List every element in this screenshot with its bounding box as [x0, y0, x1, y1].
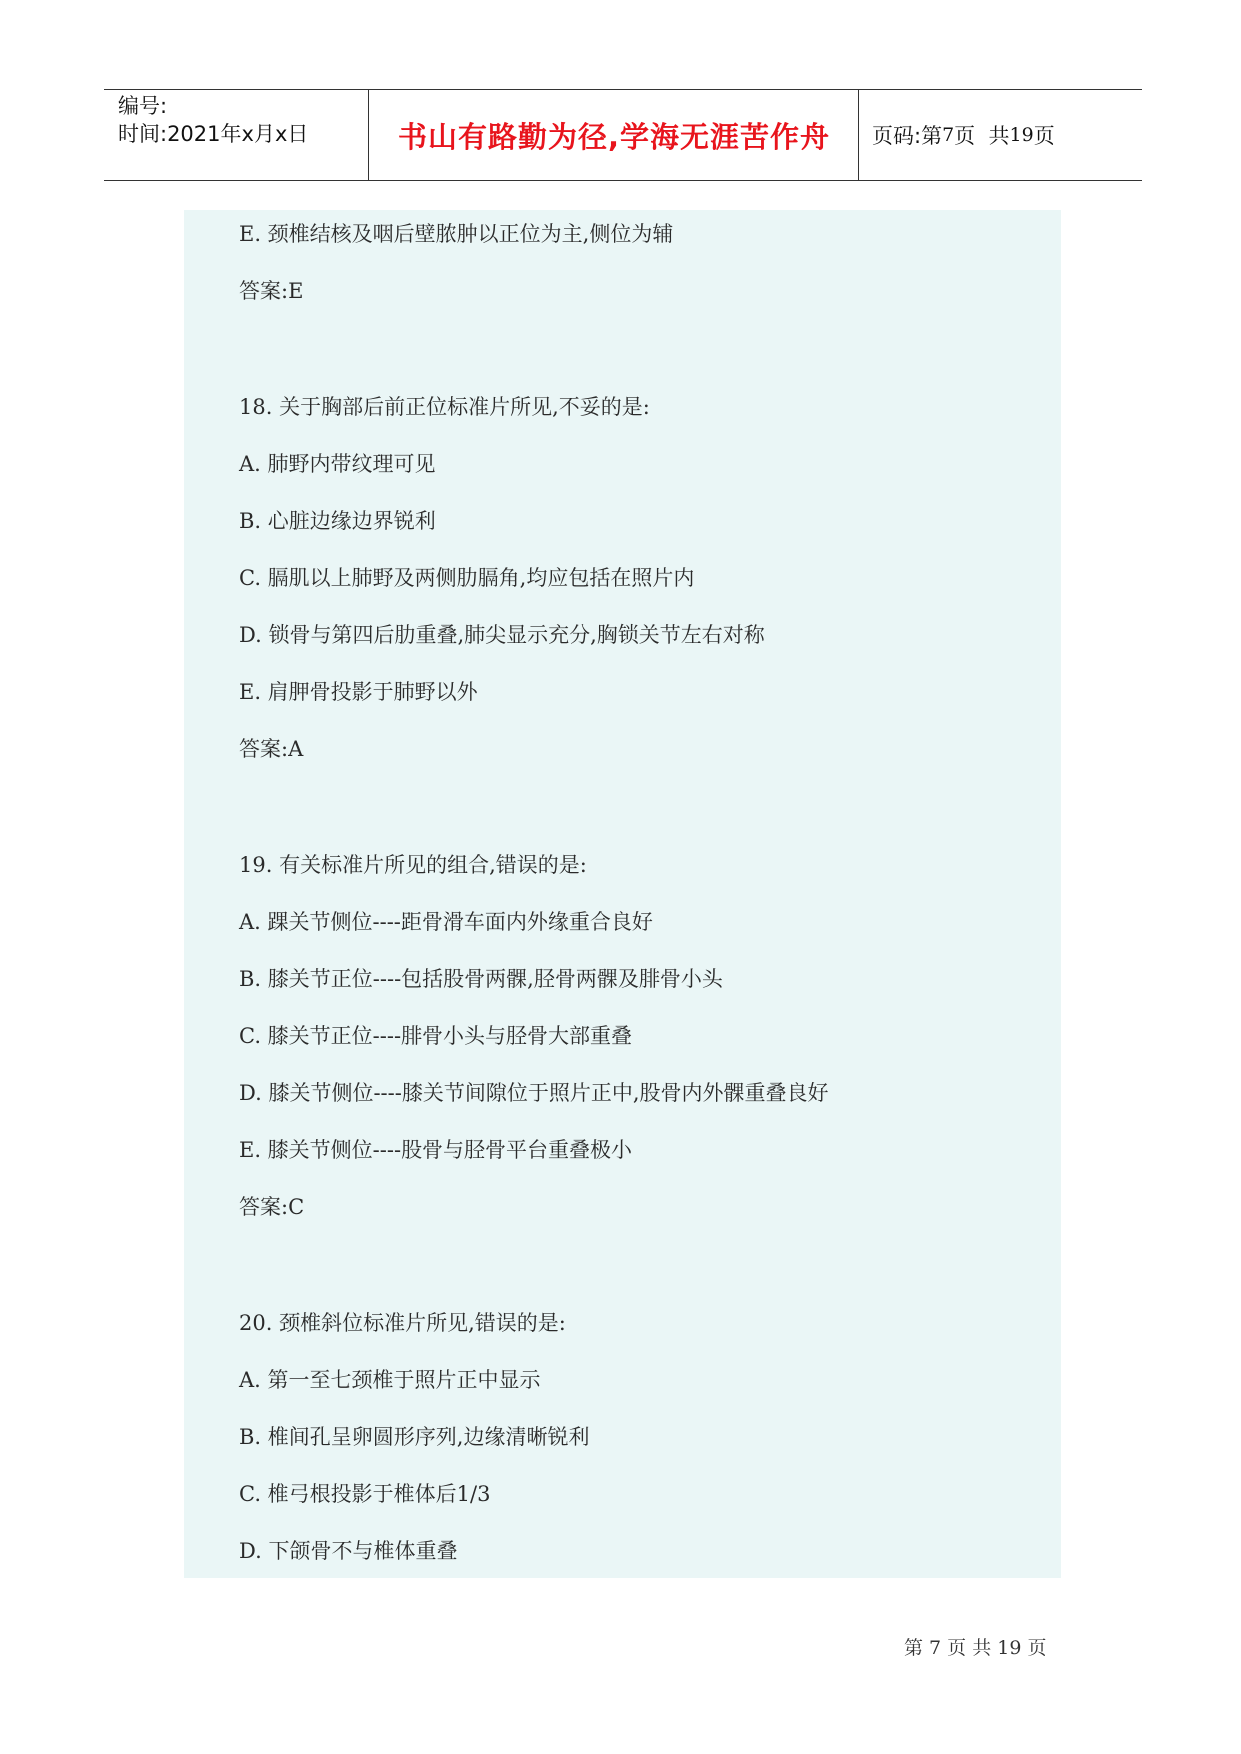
header-page-info — [872, 90, 1055, 180]
option-18-a: A. 肺野内带纹理可见 — [239, 452, 436, 476]
header-meta — [118, 92, 308, 148]
answer-18: 答案:A — [239, 737, 304, 761]
option-18-d: D. 锁骨与第四后肋重叠,肺尖显示充分,胸锁关节左右对称 — [239, 623, 765, 647]
page-suffix: 页 — [1033, 124, 1055, 148]
option-18-b: B. 心脏边缘边界锐利 — [239, 509, 436, 533]
option-19-b: B. 膝关节正位----包括股骨两髁,胫骨两髁及腓骨小头 — [239, 967, 723, 991]
answer-19: 答案:C — [239, 1195, 305, 1219]
page-mid: 页 共 — [954, 124, 1010, 148]
document-number-label: 编号: — [118, 94, 168, 118]
page-footer: 第 7 页 共 19 页 — [904, 1637, 1047, 1659]
header-slogan: 书山有路勤为径,学海无涯苦作舟 — [397, 119, 831, 154]
page-total: 19 — [1009, 124, 1034, 146]
page-prefix: 页码:第 — [872, 124, 943, 148]
option-20-b: B. 椎间孔呈卵圆形序列,边缘清晰锐利 — [239, 1425, 590, 1449]
option-17-e: E. 颈椎结核及咽后壁脓肿以正位为主,侧位为辅 — [239, 222, 674, 246]
page-header — [104, 89, 1142, 181]
answer-17: 答案:E — [239, 279, 304, 303]
option-19-c: C. 膝关节正位----腓骨小头与胫骨大部重叠 — [239, 1024, 633, 1048]
option-20-d: D. 下颌骨不与椎体重叠 — [239, 1539, 458, 1563]
question-19: 19. 有关标准片所见的组合,错误的是: — [239, 853, 587, 877]
header-divider-right — [858, 90, 859, 180]
option-18-e: E. 肩胛骨投影于肺野以外 — [239, 680, 478, 704]
question-panel — [184, 210, 1061, 1578]
option-19-a: A. 踝关节侧位----距骨滑车面内外缘重合良好 — [239, 910, 653, 934]
page-current: 7 — [942, 124, 955, 146]
option-19-e: E. 膝关节侧位----股骨与胫骨平台重叠极小 — [239, 1138, 633, 1162]
option-18-c: C. 膈肌以上肺野及两侧肋膈角,均应包括在照片内 — [239, 566, 695, 590]
question-20: 20. 颈椎斜位标准片所见,错误的是: — [239, 1311, 566, 1335]
document-time-label: 时间:2021年x月x日 — [118, 122, 309, 146]
question-18: 18. 关于胸部后前正位标准片所见,不妥的是: — [239, 395, 650, 419]
header-divider-left — [368, 90, 369, 180]
option-20-a: A. 第一至七颈椎于照片正中显示 — [239, 1368, 541, 1392]
option-20-c: C. 椎弓根投影于椎体后1/3 — [239, 1482, 491, 1506]
option-19-d: D. 膝关节侧位----膝关节间隙位于照片正中,股骨内外髁重叠良好 — [239, 1081, 829, 1105]
